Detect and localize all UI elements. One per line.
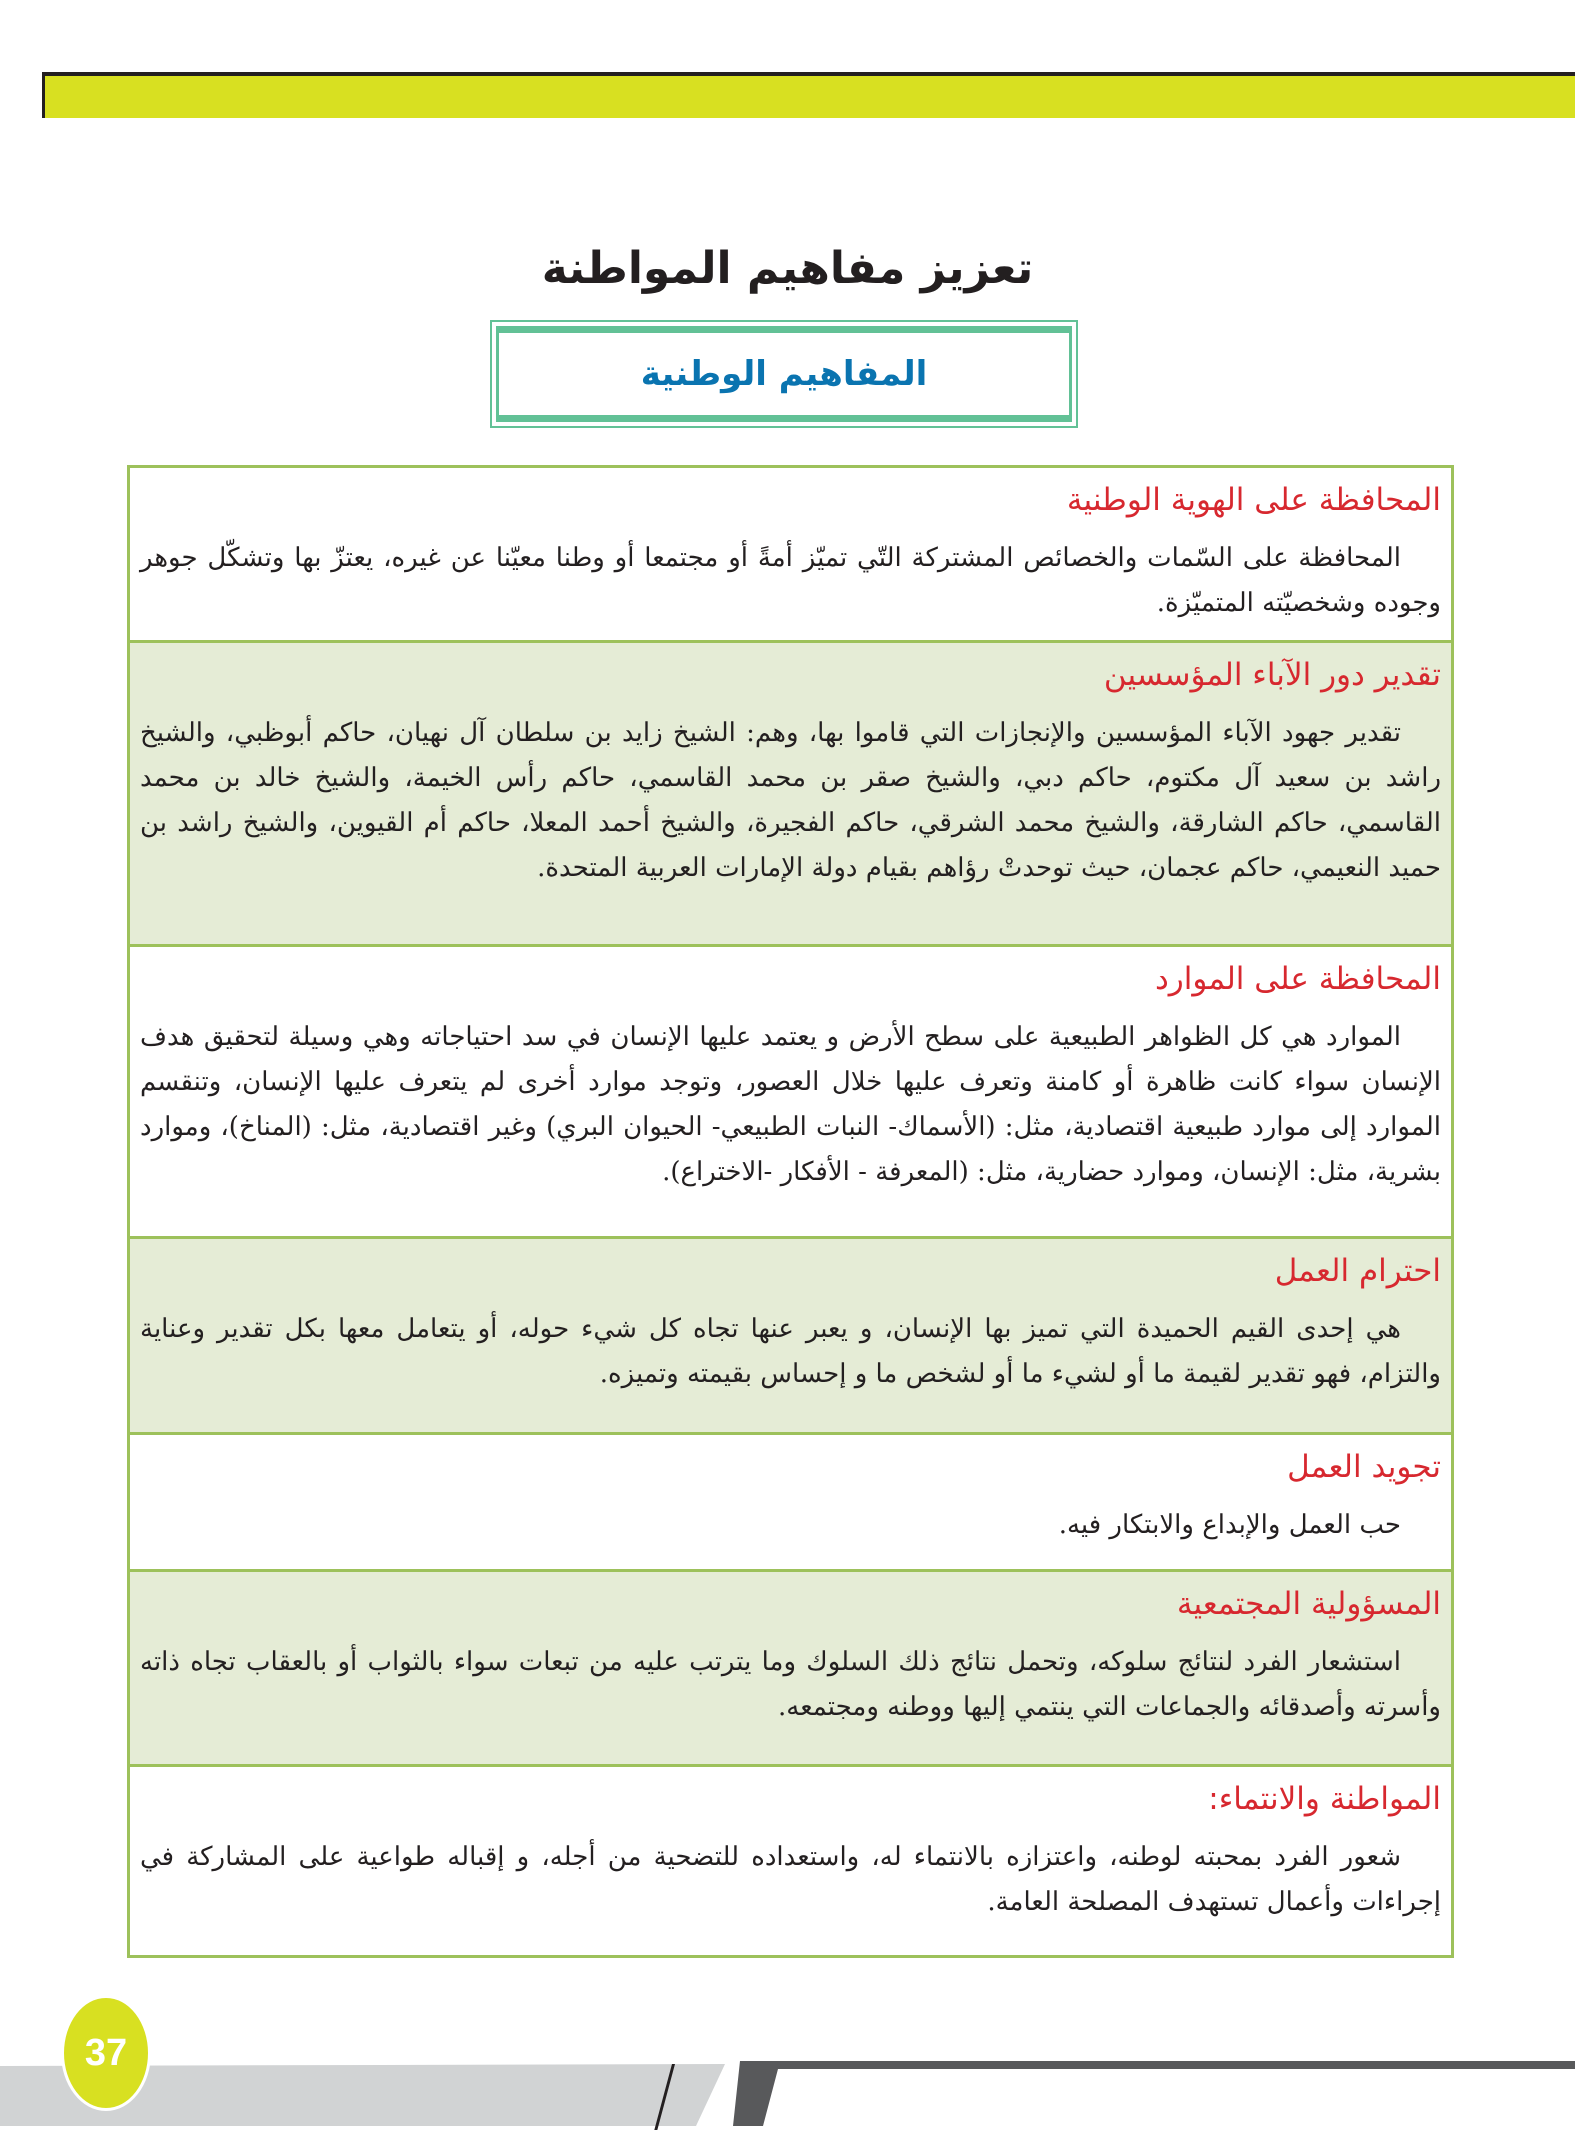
concept-heading: المسؤولية المجتمعية	[1176, 1586, 1441, 1622]
concept-body: حب العمل والإبداع والابتكار فيه.	[1058, 1510, 1401, 1540]
concept-heading: تقدير دور الآباء المؤسسين	[1103, 657, 1441, 693]
section-subtitle: المفاهيم الوطنية	[496, 326, 1072, 422]
page-number: 37	[61, 1995, 151, 2111]
concept-body: الموارد هي كل الظواهر الطبيعية على سطح الأرض و يعتمد عليها الإنسان في سد احتياجاته وهي وسيلة لتحقيق هدف الإنسان سواء كانت ظاهرة أو كامنة وتعرف عليها خلال العصور، وتوجد موارد أخرى لم يتعرف عليها الإنسان، وتنقسم الموارد إلى موارد طبيعية اقتصادية، مثل: (الأسماك- النبات الطبيعي- الحيوان البري) وغير اقتصادية، مثل: (المناخ)، وموارد بشرية، مثل: الإنسان، وموارد حضارية، مثل: (المعرفة - الأفكار -الاختراع).	[140, 1022, 1441, 1187]
concepts-table	[127, 465, 1454, 1958]
concept-heading: المحافظة على الموارد	[1155, 961, 1441, 997]
footer-frame	[733, 2061, 1575, 2126]
concept-body: تقدير جهود الآباء المؤسسين والإنجازات التي قاموا بها، وهم: الشيخ زايد بن سلطان آل نهيان، حاكم أبوظبي، والشيخ راشد بن سعيد آل مكتوم، حاكم دبي، والشيخ صقر بن محمد القاسمي، حاكم رأس الخيمة، والشيخ خالد بن محمد القاسمي، حاكم الشارقة، والشيخ محمد الشرقي، حاكم الفجيرة، والشيخ أحمد المعلا، حاكم أم القيوين، والشيخ راشد بن حميد النعيمي، حاكم عجمان، حيث توحدتْ رؤاهم بقيام دولة الإمارات العربية المتحدة.	[140, 718, 1441, 883]
concept-row	[130, 1239, 1451, 1435]
concept-row	[130, 468, 1451, 643]
concept-row	[130, 1435, 1451, 1572]
subtitle-box	[490, 320, 1078, 428]
header-bar	[42, 72, 1575, 118]
concept-body: استشعار الفرد لنتائج سلوكه، وتحمل نتائج ذلك السلوك وما يترتب عليه من تبعات سواء بالثواب أو بالعقاب تجاه ذاته وأسرته وأصدقائه والجماعات التي ينتمي إليها ووطنه ومجتمعه.	[140, 1647, 1441, 1722]
concept-body: المحافظة على السّمات والخصائص المشتركة التّي تميّز أمةً أو مجتمعا أو وطنا معيّنا عن غيره، يعتزّ بها وتشكّل جوهر وجوده وشخصيّته المتميّزة.	[140, 543, 1441, 618]
concept-heading: المواطنة والانتماء:	[1208, 1781, 1441, 1817]
concept-body: هي إحدى القيم الحميدة التي تميز بها الإنسان، و يعبر عنها تجاه كل شيء حوله، أو يتعامل معها بكل تقدير وعناية والتزام، فهو تقدير لقيمة ما أو لشيء ما أو لشخص ما و إحساس بقيمته وتميزه.	[140, 1314, 1441, 1389]
concept-row	[130, 1572, 1451, 1767]
concept-heading: احترام العمل	[1274, 1253, 1441, 1289]
concept-row	[130, 1767, 1451, 1955]
concept-row	[130, 947, 1451, 1239]
concept-body: شعور الفرد بمحبته لوطنه، واعتزازه بالانتماء له، واستعداده للتضحية من أجله، و إقباله طواعية على المشاركة في إجراءات وأعمال تستهدف المصلحة العامة.	[140, 1842, 1441, 1917]
concept-heading: تجويد العمل	[1287, 1449, 1441, 1485]
concept-heading: المحافظة على الهوية الوطنية	[1066, 482, 1441, 518]
page-title: تعزيز مفاهيم المواطنة	[541, 243, 1034, 295]
concept-row	[130, 643, 1451, 947]
